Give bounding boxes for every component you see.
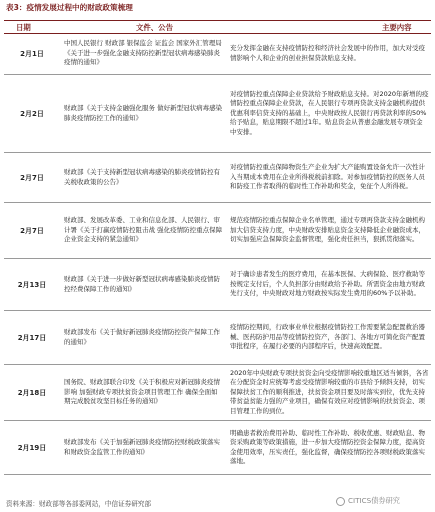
row-doc: 国务院、财政部联合印发《关于积极应对新冠肺炎疫情影响 加强财政专项扶贫资金项目管理工作 确保全面如期完成脱贫攻坚目标任务的通知》: [64, 378, 220, 406]
header-content: 主要内容: [382, 23, 412, 32]
header-doc: 文件、公告: [136, 23, 173, 32]
table-row: [4, 311, 431, 365]
row-date: 2月1日: [20, 49, 44, 58]
row-date: 2月18日: [17, 388, 47, 397]
row-content: 充分发挥金融在支持疫情防控和经济社会发展中的作用，加大对受疫情影响个人和企业的创业担保贷款贴息支持。: [230, 44, 425, 62]
row-doc: 财政部《关于进一步做好新型冠状病毒感染肺炎疫情防控经费保障工作的通知》: [64, 275, 220, 293]
row-doc: 财政部发布《关于加强新冠肺炎疫情防控财税政策落实和财政资金监管工作的通知》: [64, 438, 220, 456]
row-date: 2月7日: [20, 226, 44, 235]
row-content: 规范疫情防控重点保障企业名单管理，通过专项再贷款支持金融机构加大信贷支持力度，中央财政安排贴息资金支持降低企业融资成本，切实加强应急保障资金监督管理，强化责任担当，狠抓贯彻落实。: [230, 216, 425, 244]
wechat-logo-icon: [336, 497, 345, 506]
watermark: [336, 496, 400, 506]
row-date: 2月7日: [20, 173, 44, 182]
table-row: [4, 203, 431, 259]
row-doc: 中国人民银行 财政部 银保监会 证监会 国家外汇管理局《关于进一步强化金融支持防控新型冠状病毒感染肺炎疫情的通知》: [64, 39, 222, 67]
table-body: [4, 33, 431, 475]
table-row: [4, 421, 431, 475]
table-header: [4, 20, 431, 34]
table-row: [4, 259, 431, 311]
row-content: 明确患者救治费用补助、临时性工作补助、税收优惠、财政贴息、物资采购政策等政策措施，进一步加大疫情防控资金保障力度，提高资金使用效率，压实责任，强化监督，确保疫情防控各项财税政策落实落地。: [230, 428, 425, 465]
table-row: [4, 153, 431, 203]
row-date: 2月19日: [17, 443, 47, 452]
table-row: [4, 75, 431, 153]
row-content: 对疫情防控重点保障企业贷款给予财政贴息支持。对2020年新增的疫情防控重点保障企业贷款，在人民银行专项再贷款支持金融机构提供优惠利率信贷支持的基础上，中央财政按人民银行再贷款利率的50%给予贴息，贴息期限不超过1年。贴息资金从普惠金融发展专项资金中安排。: [230, 89, 429, 136]
row-content: 对于确诊患者发生的医疗费用，在基本医保、大病保险、医疗救助等按规定支付后，个人负担部分由财政给予补助。所需资金由地方财政先行支付，中央财政对地方财政按实际发生费用的60%予以补助。: [230, 270, 425, 298]
table-row: [4, 365, 431, 421]
row-doc: 财政部发布《关于做好新冠肺炎疫情防控资产保障工作的通知》: [64, 328, 220, 346]
row-doc: 财政部、发展改革委、工业和信息化部、人民银行、审计署《关于打赢疫情防控阻击战 强化疫情防控重点保障企业资金支持的紧急通知》: [64, 216, 223, 244]
header-date: 日期: [16, 23, 31, 32]
row-date: 2月13日: [17, 280, 47, 289]
table-caption: 表3：疫情发展过程中的财政政策梳理: [6, 3, 133, 12]
row-date: 2月2日: [20, 109, 44, 118]
row-content: 疫情防控期间，行政事业单位根据疫情防控工作需要紧急配置救治器械、医药防护用品等疫情防控资产，各部门、各地方可简化资产配置审批程序，在履行必要的内部程序后，快速高效配置。: [230, 323, 425, 351]
row-date: 2月17日: [17, 333, 47, 342]
table-row: [4, 33, 431, 75]
watermark-text: CITICS债券研究: [348, 496, 400, 505]
row-content: 2020年中央财政专项扶贫资金向受疫情影响较重地区适当倾斜，各省在分配资金时应统筹考虑受疫情影响较重的市县给予倾斜支持，切实保障扶贫工作的顺利推进，扶贫资金项目要及时落实到位，优先支持带贫益贫能力强的产业项目，确保有效应对疫情影响的扶贫资金、项目管理工作的到位。: [230, 368, 429, 415]
row-content: 对疫情防控重点保障物资生产企业为扩大产能购置设备允许一次性计入当期成本费用在企业所得税税前扣除。对参加疫情防控的医务人员和防疫工作者取得的临时性工作补助和奖金，免征个人所得税。: [230, 163, 425, 191]
row-doc: 财政部《关于支持金融强化服务 做好新型冠状病毒感染肺炎疫情防控工作的通知》: [64, 104, 223, 122]
row-doc: 财政部《关于支持新型冠状病毒感染的肺炎疫情防控有关税收政策的公告》: [64, 168, 220, 186]
source-note: 资料来源：财政部等各部委网站，中信证券研究部: [6, 500, 152, 508]
